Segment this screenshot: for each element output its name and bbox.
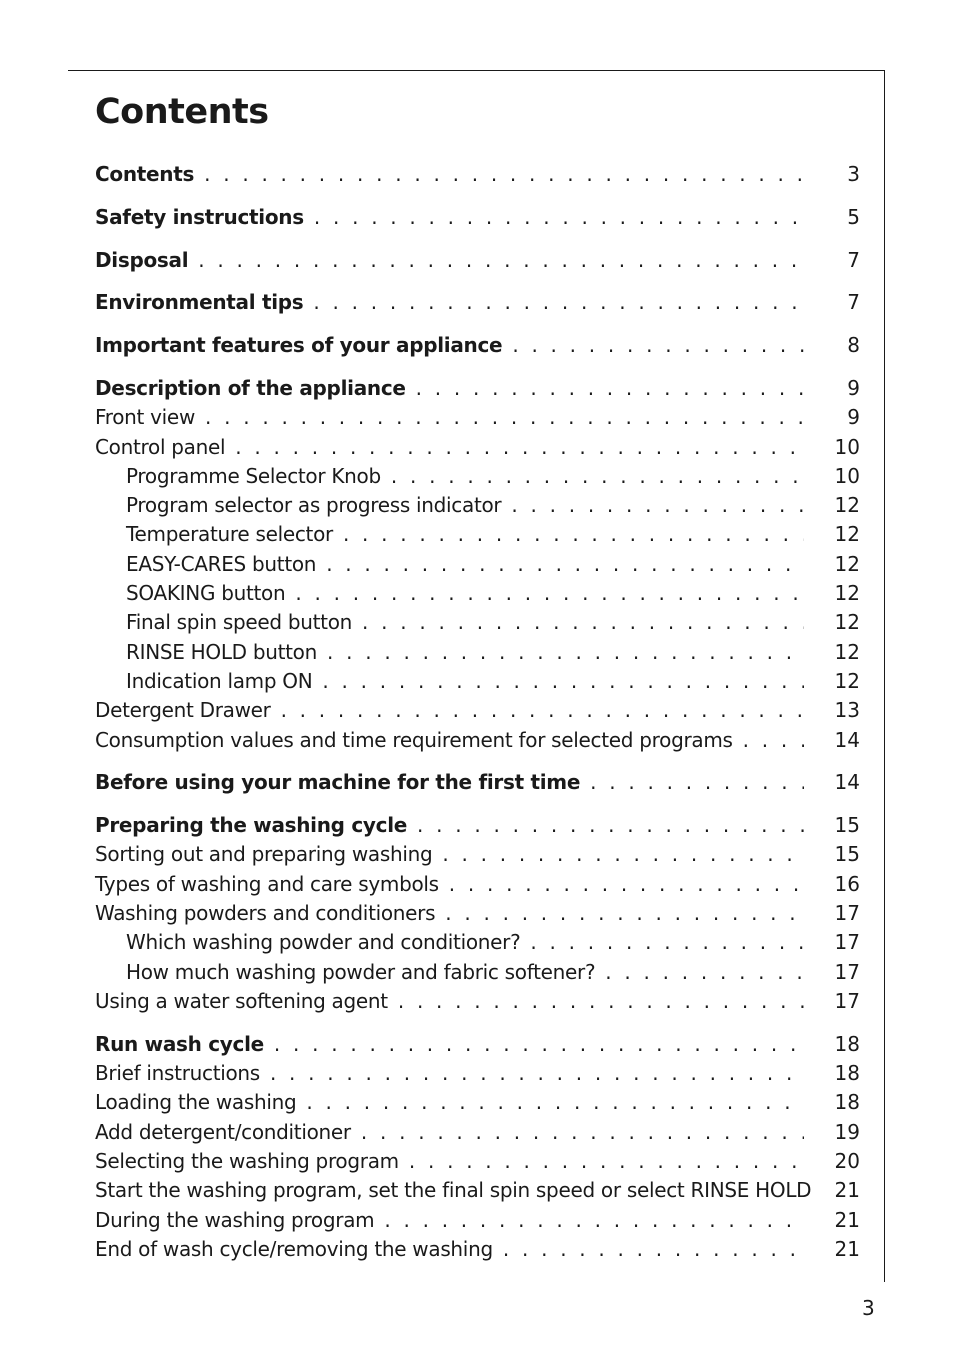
toc-entry-page: 17 — [834, 988, 860, 1013]
dot-leader — [322, 667, 804, 696]
toc-entry-label: RINSE HOLD button — [126, 639, 317, 664]
dot-leader — [327, 638, 804, 667]
dot-leader — [398, 987, 804, 1016]
toc-entry-page: 15 — [834, 842, 860, 867]
dot-leader — [409, 1147, 804, 1176]
toc-entry-page: 7 — [847, 247, 860, 272]
dot-leader — [445, 899, 804, 928]
toc-entry[interactable] — [95, 811, 860, 840]
toc-entry[interactable] — [95, 870, 860, 899]
toc-entry-page: 12 — [834, 493, 860, 518]
toc-entry-page: 21 — [834, 1178, 860, 1203]
toc-entry[interactable] — [95, 638, 860, 667]
toc-entry-page: 7 — [847, 290, 860, 315]
toc-entry[interactable] — [95, 1059, 860, 1088]
toc-entry[interactable] — [95, 579, 860, 608]
toc-entry-page: 12 — [834, 639, 860, 664]
page-number: 3 — [862, 1296, 875, 1320]
toc-entry-label: Safety instructions — [95, 204, 304, 229]
toc-entry[interactable] — [95, 520, 860, 549]
toc-entry-page: 12 — [834, 522, 860, 547]
dot-leader — [530, 928, 804, 957]
toc-entry-label: Add detergent/conditioner — [95, 1119, 351, 1144]
toc-entry-label: Description of the appliance — [95, 375, 406, 400]
toc-entry-label: Final spin speed button — [126, 610, 353, 635]
toc-entry[interactable] — [95, 550, 860, 579]
toc-entry[interactable] — [95, 491, 860, 520]
toc-entry[interactable] — [95, 840, 860, 869]
toc-entry-page: 10 — [834, 463, 860, 488]
dot-leader — [235, 433, 804, 462]
toc-entry-label: End of wash cycle/removing the washing — [95, 1236, 493, 1261]
toc-entry-page: 5 — [847, 204, 860, 229]
dot-leader — [449, 870, 804, 899]
toc-entry-label: EASY-CARES button — [126, 551, 317, 576]
page-title: Contents — [95, 92, 269, 132]
dot-leader — [416, 374, 804, 403]
toc-entry-page: 18 — [834, 1090, 860, 1115]
dot-leader — [306, 1088, 804, 1117]
toc-entry-label: Sorting out and preparing washing — [95, 842, 433, 867]
toc-entry-label: Preparing the washing cycle — [95, 813, 408, 838]
dot-leader — [205, 403, 804, 432]
dot-leader — [442, 840, 804, 869]
dot-leader — [361, 1118, 804, 1147]
dot-leader — [417, 811, 804, 840]
top-rule — [68, 70, 885, 71]
toc-entry[interactable] — [95, 288, 860, 317]
toc-entry[interactable] — [95, 1088, 860, 1117]
dot-leader — [384, 1206, 804, 1235]
toc-entry[interactable] — [95, 987, 860, 1016]
toc-entry-page: 17 — [834, 959, 860, 984]
toc-entry-label: Which washing powder and conditioner? — [126, 930, 521, 955]
toc-entry-label: Detergent Drawer — [95, 698, 271, 723]
toc-entry[interactable] — [95, 1206, 860, 1235]
toc-entry[interactable] — [95, 1235, 860, 1264]
toc-entry-label: Loading the washing — [95, 1090, 297, 1115]
toc-entry-page: 18 — [834, 1061, 860, 1086]
dot-leader — [605, 958, 804, 987]
toc-entry-page: 18 — [834, 1031, 860, 1056]
toc-entry[interactable] — [95, 433, 860, 462]
dot-leader — [326, 550, 804, 579]
toc-entry-label: Types of washing and care symbols — [95, 871, 439, 896]
toc-entry-page: 15 — [834, 813, 860, 838]
toc-entry-page: 9 — [847, 375, 860, 400]
toc-entry-page: 12 — [834, 581, 860, 606]
dot-leader — [274, 1030, 804, 1059]
toc-entry-page: 9 — [847, 405, 860, 430]
toc-entry-page: 12 — [834, 551, 860, 576]
toc-entry[interactable] — [95, 667, 860, 696]
toc-entry-page: 10 — [834, 434, 860, 459]
toc-entry[interactable] — [95, 1118, 860, 1147]
toc-entry-label: Washing powders and conditioners — [95, 901, 436, 926]
dot-leader — [204, 160, 804, 189]
toc-entry[interactable] — [95, 246, 860, 275]
toc-entry[interactable] — [95, 1147, 860, 1176]
toc-entry-label: Control panel — [95, 434, 226, 459]
toc-entry-label: Contents — [95, 162, 195, 186]
toc-entry-label: Environmental tips — [95, 290, 304, 315]
toc-entry-page: 14 — [834, 770, 860, 795]
dot-leader — [198, 246, 804, 275]
toc-entry[interactable] — [95, 160, 860, 189]
toc-entry-label: Selecting the washing program — [95, 1148, 399, 1173]
toc-entry-page: 14 — [834, 727, 860, 752]
dot-leader — [313, 288, 804, 317]
toc-entry[interactable] — [95, 726, 860, 755]
right-rule — [884, 70, 885, 1282]
toc-entry-label: Programme Selector Knob — [126, 463, 381, 488]
dot-leader — [743, 726, 804, 755]
dot-leader — [314, 203, 804, 232]
toc-entry-label: Important features of your appliance — [95, 333, 503, 358]
toc-entry[interactable] — [95, 1176, 860, 1205]
toc-entry[interactable] — [95, 928, 860, 957]
toc-entry[interactable] — [95, 374, 860, 403]
toc-entry-page: 8 — [847, 333, 860, 358]
toc-entry[interactable] — [95, 1030, 860, 1059]
toc-entry-page: 19 — [834, 1119, 860, 1144]
toc-entry-label: Indication lamp ON — [126, 668, 313, 693]
toc-entry-label: Start the washing program, set the final spin speed or select RINSE HOLD — [95, 1178, 812, 1203]
dot-leader — [281, 696, 804, 725]
toc-entry[interactable] — [95, 403, 860, 432]
dot-leader — [590, 768, 804, 797]
table-of-contents — [95, 160, 860, 1264]
toc-entry[interactable] — [95, 768, 860, 797]
toc-entry[interactable] — [95, 608, 860, 637]
toc-entry-label: Temperature selector — [126, 522, 333, 547]
dot-leader — [270, 1059, 804, 1088]
toc-entry[interactable] — [95, 696, 860, 725]
toc-entry-label: During the washing program — [95, 1207, 375, 1232]
toc-entry-page: 12 — [834, 610, 860, 635]
toc-entry[interactable] — [95, 462, 860, 491]
toc-entry[interactable] — [95, 958, 860, 987]
dot-leader — [391, 462, 804, 491]
dot-leader — [512, 331, 804, 360]
toc-entry[interactable] — [95, 899, 860, 928]
toc-entry-page: 21 — [834, 1207, 860, 1232]
toc-entry-page: 3 — [847, 162, 860, 186]
toc-entry[interactable] — [95, 331, 860, 360]
toc-entry-page: 20 — [834, 1148, 860, 1173]
toc-entry[interactable] — [95, 203, 860, 232]
dot-leader — [511, 491, 804, 520]
toc-entry-page: 17 — [834, 901, 860, 926]
toc-entry-label: Brief instructions — [95, 1061, 260, 1086]
toc-entry-label: Consumption values and time requirement for selected programs — [95, 727, 733, 752]
toc-entry-page: 12 — [834, 668, 860, 693]
toc-entry-label: Using a water softening agent — [95, 988, 388, 1013]
toc-entry-label: Front view — [95, 405, 195, 430]
dot-leader — [503, 1235, 804, 1264]
toc-entry-page: 21 — [834, 1236, 860, 1261]
toc-entry-page: 13 — [834, 698, 860, 723]
dot-leader — [343, 520, 804, 549]
toc-entry-label: SOAKING button — [126, 581, 286, 606]
toc-entry-label: Run wash cycle — [95, 1031, 264, 1056]
toc-entry-label: Program selector as progress indicator — [126, 493, 502, 518]
toc-entry-label: Before using your machine for the first time — [95, 770, 581, 795]
dot-leader — [295, 579, 804, 608]
toc-entry-label: Disposal — [95, 247, 189, 272]
toc-entry-page: 17 — [834, 930, 860, 955]
toc-entry-label: How much washing powder and fabric softener? — [126, 959, 596, 984]
dot-leader — [362, 608, 804, 637]
toc-entry-page: 16 — [834, 871, 860, 896]
